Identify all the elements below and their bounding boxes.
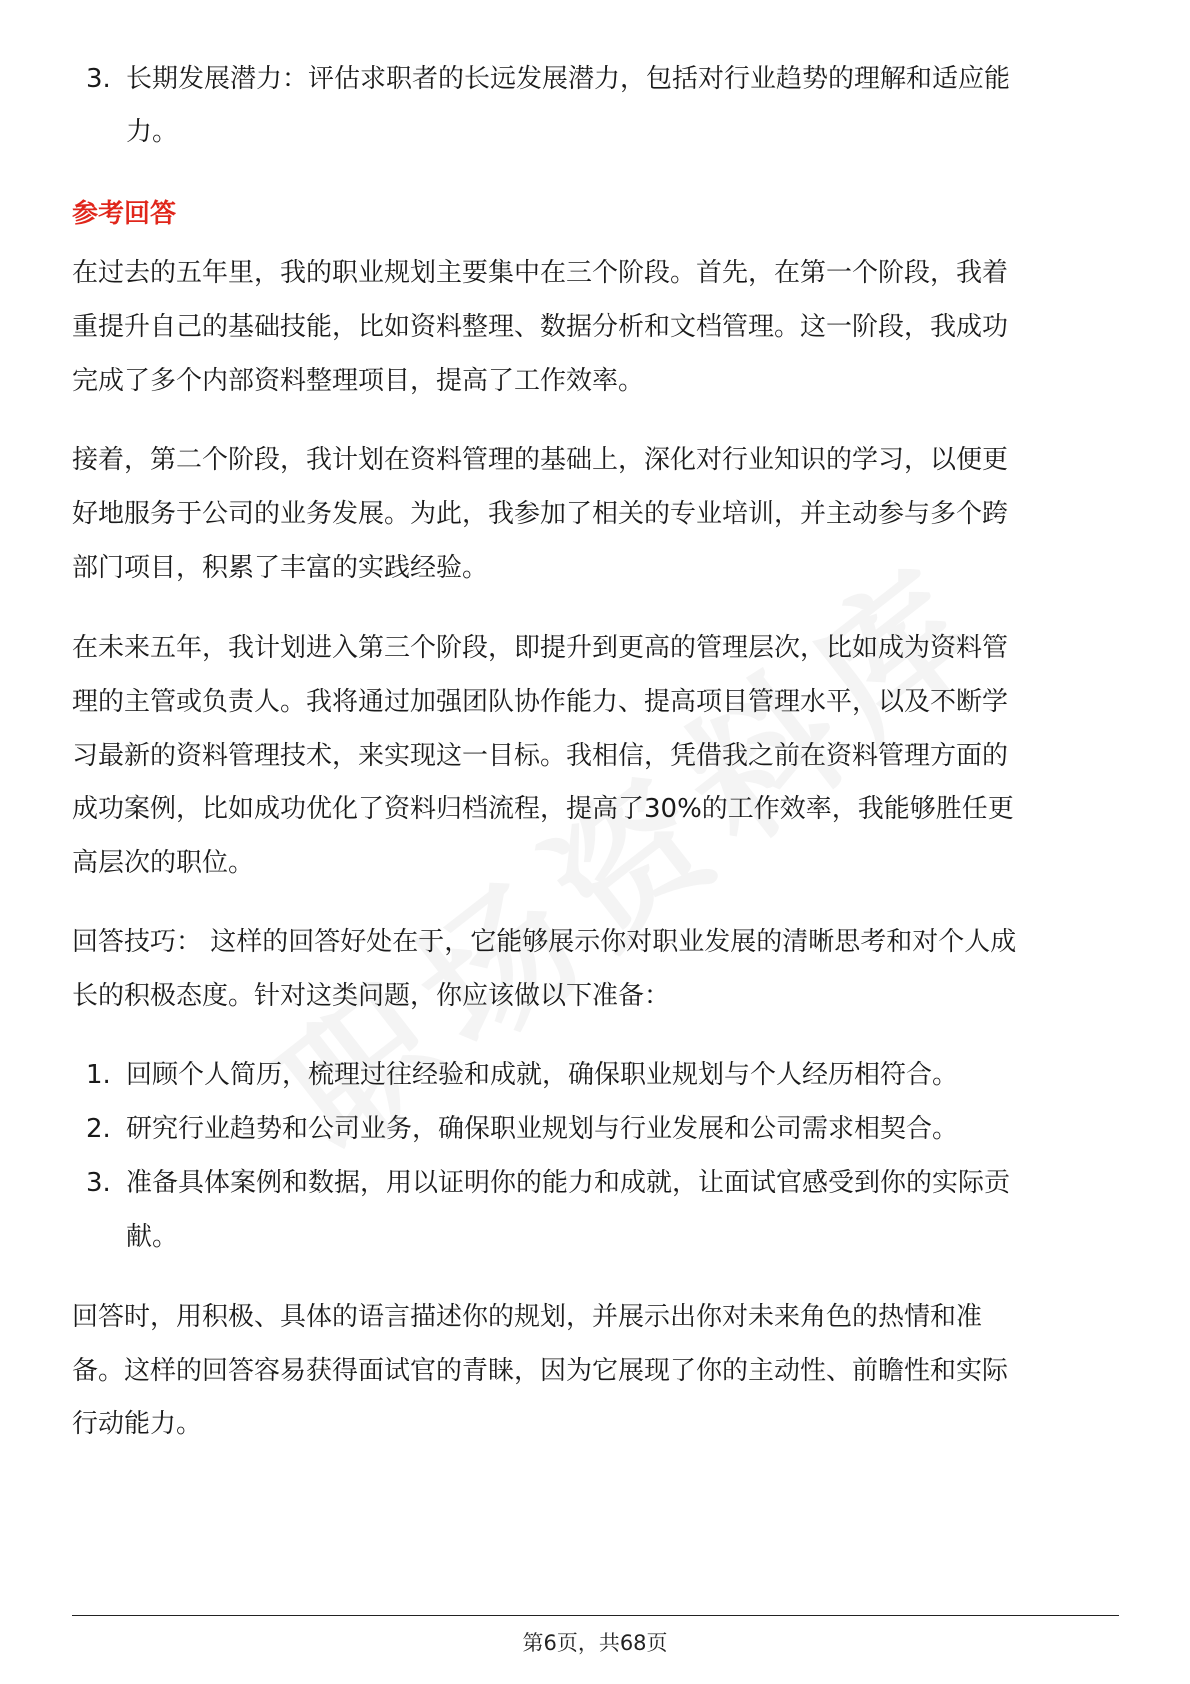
watermark xyxy=(209,486,1051,1210)
paragraph-line: 高层次的职位。 xyxy=(72,848,255,878)
section-heading: 参考回答 xyxy=(72,199,177,229)
paragraph-line: 行动能力。 xyxy=(72,1409,203,1439)
paragraph-line: 接着，第二个阶段，我计划在资料管理的基础上，深化对行业知识的学习，以便更 xyxy=(72,445,1009,475)
paragraph-line: 习最新的资料管理技术，来实现这一目标。我相信，凭借我之前在资料管理方面的 xyxy=(72,741,1009,771)
list-item-line: 力。 xyxy=(126,117,179,147)
list-number: 3. xyxy=(86,1168,111,1198)
list-number: 2. xyxy=(86,1114,111,1144)
list-item-line: 研究行业趋势和公司业务，确保职业规划与行业发展和公司需求相契合。 xyxy=(126,1114,959,1144)
paragraph-line: 回答技巧： 这样的回答好处在于，它能够展示你对职业发展的清晰思考和对个人成 xyxy=(72,927,1017,957)
list-item-line: 准备具体案例和数据，用以证明你的能力和成就，让面试官感受到你的实际贡 xyxy=(126,1168,1011,1198)
paragraph-line: 完成了多个内部资料整理项目，提高了工作效率。 xyxy=(72,366,645,396)
paragraph-line: 重提升自己的基础技能，比如资料整理、数据分析和文档管理。这一阶段，我成功 xyxy=(72,312,1009,342)
list-item-line: 回顾个人简历，梳理过往经验和成就，确保职业规划与个人经历相符合。 xyxy=(126,1060,959,1090)
list-item-line: 献。 xyxy=(126,1222,179,1252)
paragraph-line: 部门项目，积累了丰富的实践经验。 xyxy=(72,553,489,583)
paragraph-line: 好地服务于公司的业务发展。为此，我参加了相关的专业培训，并主动参与多个跨 xyxy=(72,499,1009,529)
paragraph-line: 理的主管或负责人。我将通过加强团队协作能力、提高项目管理水平，以及不断学 xyxy=(72,687,1009,717)
page-number: 第6页，共68页 xyxy=(522,1631,668,1655)
paragraph-line: 长的积极态度。针对这类问题，你应该做以下准备： xyxy=(72,981,671,1011)
paragraph-line: 备。这样的回答容易获得面试官的青睐，因为它展现了你的主动性、前瞻性和实际 xyxy=(72,1356,1009,1386)
paragraph-line: 成功案例，比如成功优化了资料归档流程，提高了30%的工作效率，我能够胜任更 xyxy=(72,794,1014,824)
paragraph-line: 回答时，用积极、具体的语言描述你的规划，并展示出你对未来角色的热情和准 xyxy=(72,1302,983,1332)
list-number: 3. xyxy=(86,64,111,94)
paragraph-line: 在未来五年，我计划进入第三个阶段，即提升到更高的管理层次，比如成为资料管 xyxy=(72,633,1009,663)
list-item-line: 长期发展潜力：评估求职者的长远发展潜力，包括对行业趋势的理解和适应能 xyxy=(126,64,1011,94)
footer-divider xyxy=(72,1615,1119,1616)
paragraph-line: 在过去的五年里，我的职业规划主要集中在三个阶段。首先，在第一个阶段，我着 xyxy=(72,258,1009,288)
list-number: 1. xyxy=(86,1060,111,1090)
